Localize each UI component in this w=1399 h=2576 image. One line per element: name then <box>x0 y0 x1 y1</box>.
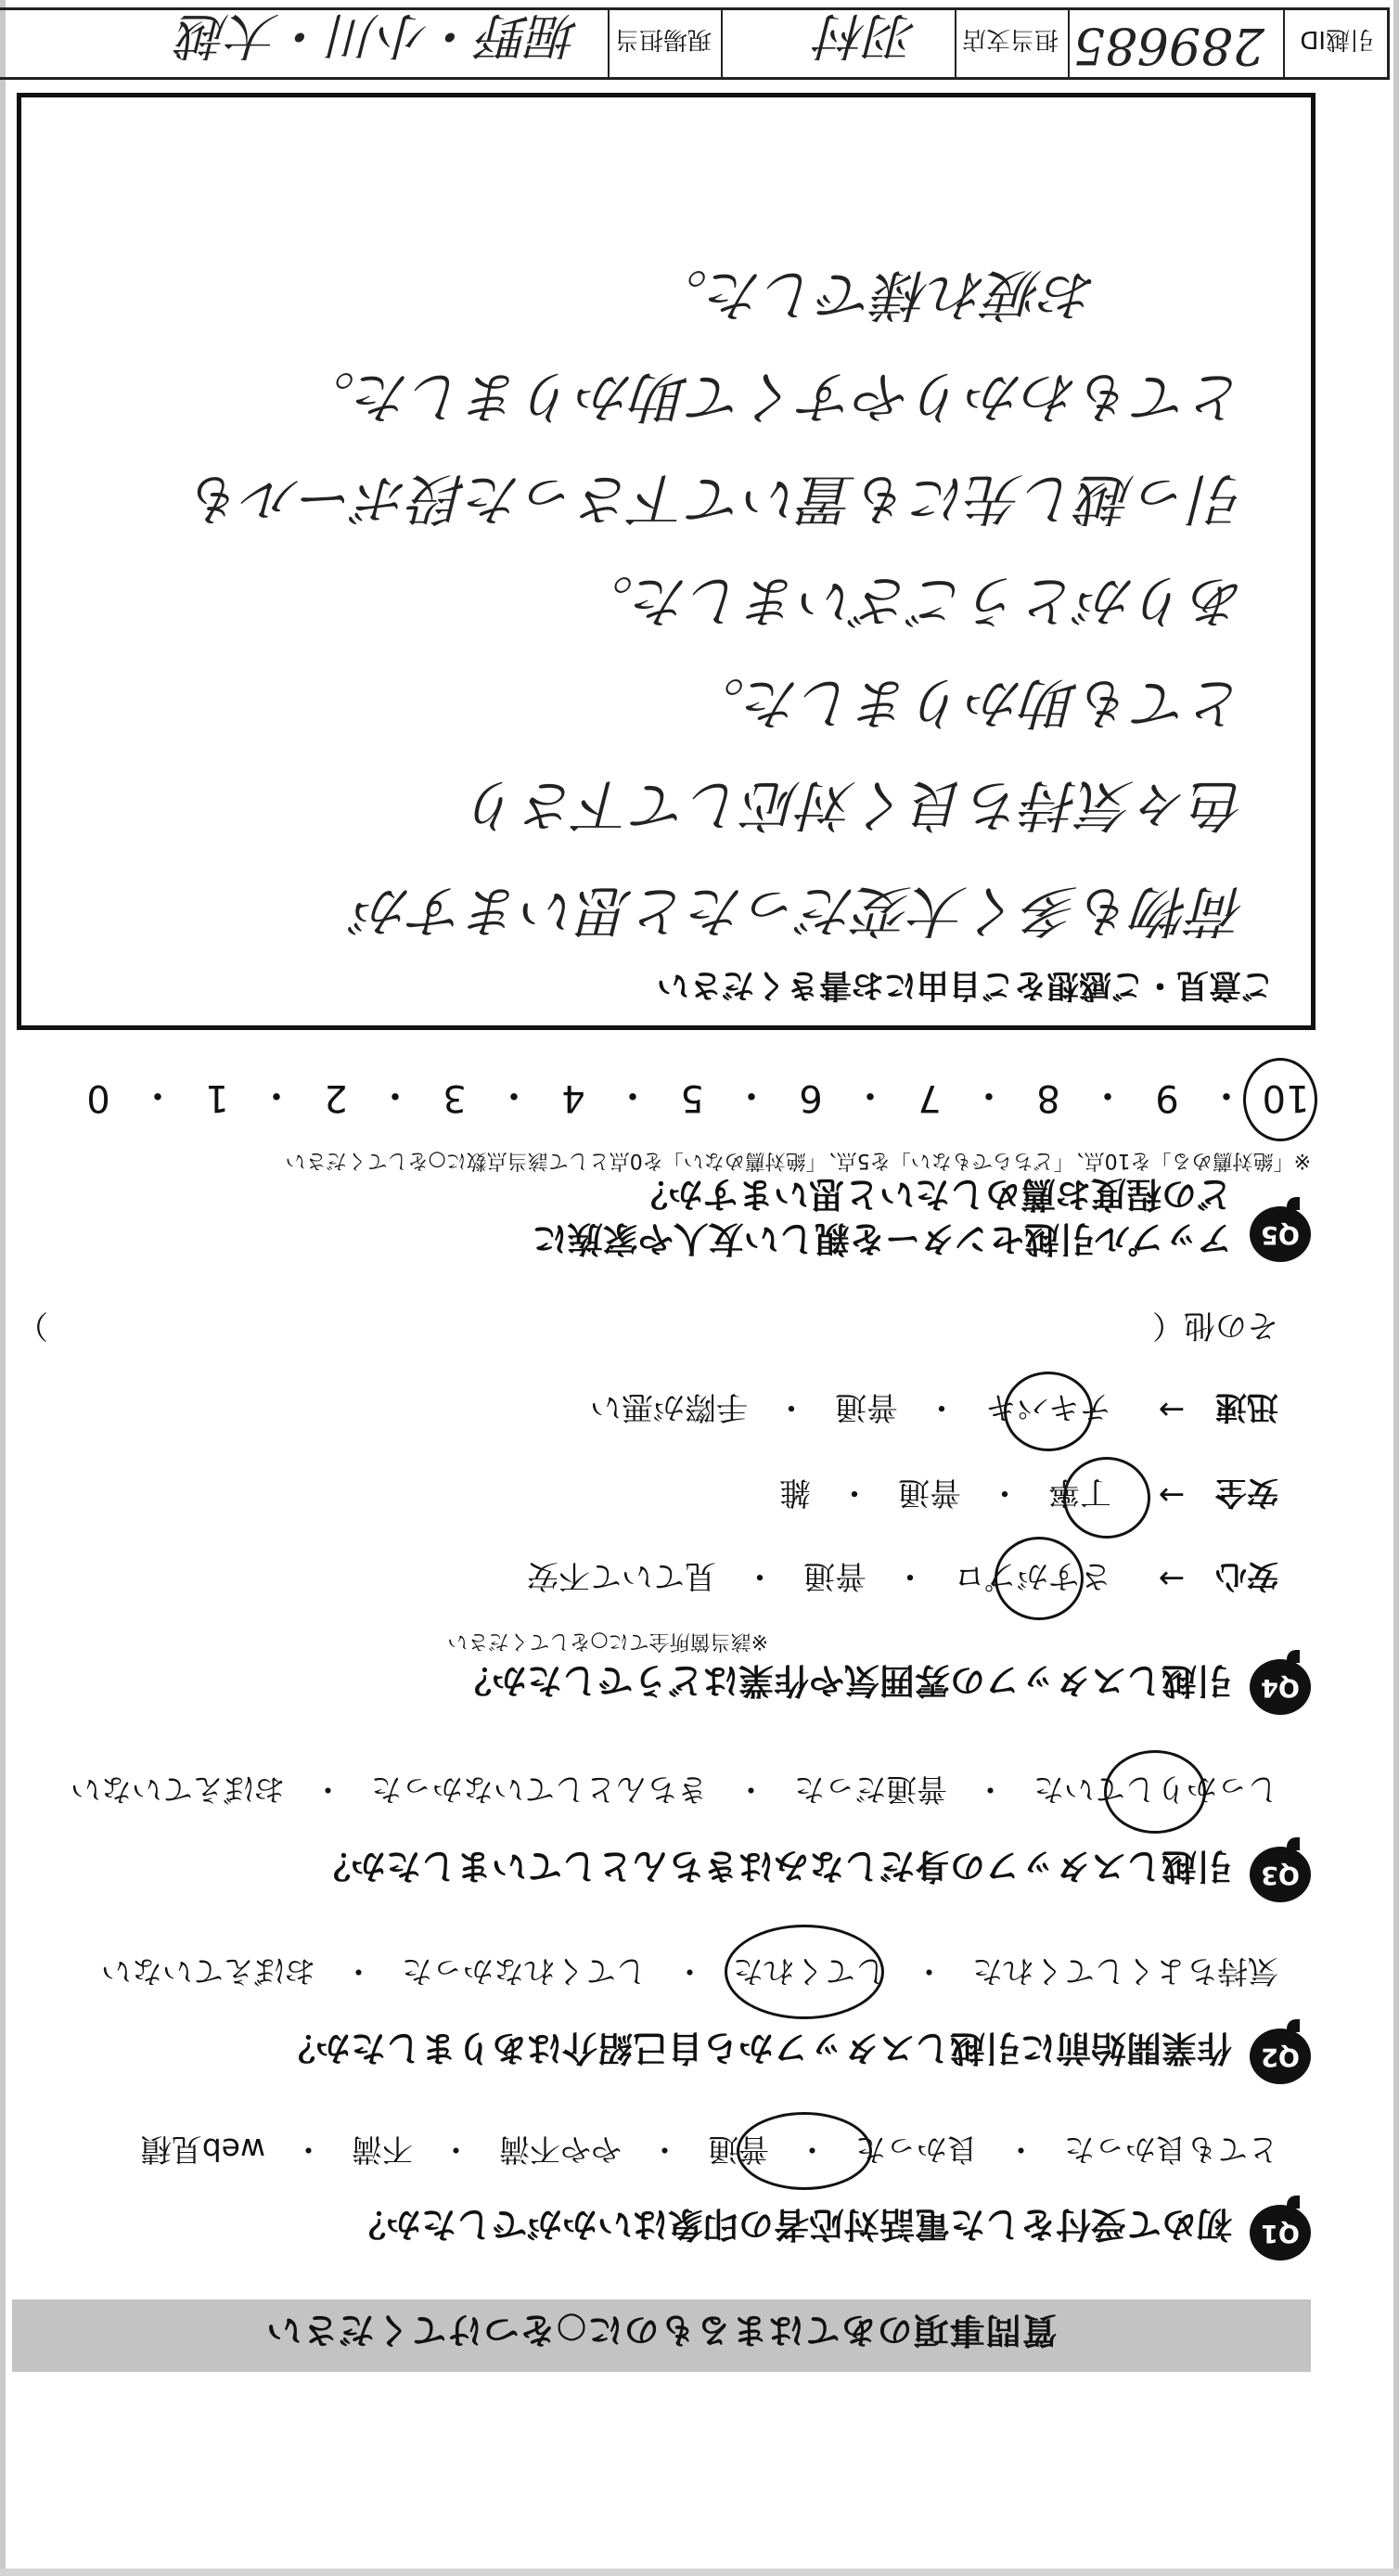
q2-options: 気持ちよくしてくれた ・ してくれた ・ してくれなかった ・ おぼえていない <box>101 1951 1278 1995</box>
score-5[interactable]: 5 <box>680 1076 704 1120</box>
q1-badge: Q1 <box>1250 2205 1311 2260</box>
q4-other <box>17 1306 1278 1351</box>
q2-answer-circle <box>725 1925 884 2019</box>
q1-option[interactable]: とても良かった <box>1064 2132 1278 2168</box>
page-edge-right <box>0 0 6 2576</box>
score-9[interactable]: 9 <box>1155 1076 1179 1120</box>
comment-line: とてもわかりやすくて助かりました。 <box>300 364 1246 429</box>
q4-option[interactable]: 普通 <box>835 1388 898 1425</box>
branch-value: 羽村 <box>817 6 918 65</box>
id-value-cell <box>1068 10 1283 77</box>
q4-option-selected[interactable]: 丁寧 <box>1048 1474 1111 1511</box>
comment-line: お疲れ様でした。 <box>652 262 1097 327</box>
q4-other-label: その他（ <box>1152 1307 1278 1344</box>
q4-question: 引越しスタッフの雰囲気や作業はどうでしたか？ <box>456 1660 1232 1701</box>
q2-option[interactable]: 気持ちよくしてくれた <box>972 1953 1278 1990</box>
branch-label-cell <box>955 10 1068 77</box>
score-8[interactable]: 8 <box>1036 1076 1060 1120</box>
comment-line: とても助かりました。 <box>689 670 1246 735</box>
page-edge-top <box>0 2569 1399 2576</box>
comment-line: 引っ越し先にも置いて下さった段ボールも <box>189 466 1246 531</box>
q2-option[interactable]: してくれなかった <box>402 1953 647 1990</box>
arrow-icon: → <box>1158 1391 1186 1429</box>
arrow-icon: → <box>1158 1560 1186 1598</box>
q4-row-label: 安心 <box>1215 1557 1278 1594</box>
q4-row-label: 迅速 <box>1215 1388 1278 1425</box>
q3-badge: Q3 <box>1250 1847 1311 1902</box>
q3-options: しっかりしていた ・ 普通だった ・ きちんとしていなかった ・ おぼえていない <box>71 1770 1278 1813</box>
q4-row-label: 安全 <box>1215 1474 1278 1511</box>
id-label-cell <box>1283 10 1387 77</box>
q5-question-line1: アップル引越センターを親しい友人や家族に <box>532 1218 1232 1259</box>
arrow-icon: → <box>1158 1476 1186 1514</box>
id-label: 引越ID <box>1300 25 1374 53</box>
q4-option-selected[interactable]: さすがプロ <box>954 1557 1111 1594</box>
q1-option[interactable]: やや不満 <box>499 2132 622 2168</box>
q4-option-selected[interactable]: テキパキ <box>985 1388 1111 1425</box>
score-1[interactable]: 1 <box>205 1076 229 1120</box>
q4-anshin-circle <box>995 1537 1084 1620</box>
q3-question: 引越しスタッフの身だしなみはきちんとしていましたか？ <box>314 1846 1232 1887</box>
q3-option[interactable]: おぼえていない <box>71 1771 285 1808</box>
instruction-text: 質問事項のあてはまるものに○をつけてください <box>265 2310 1058 2351</box>
q4-row-anshin: 安心 → さすがプロ ・ 普通 ・ 見ていて不安 <box>499 1556 1278 1602</box>
page-edge-left <box>1393 0 1399 2576</box>
q4-note: ※該当箇所全てに○をしてください <box>447 1629 768 1653</box>
leader-label: 現場担当 <box>614 25 712 53</box>
info-table <box>0 7 1390 80</box>
leader-value-cell <box>0 6 608 77</box>
q4-other-close: ） <box>17 1307 48 1344</box>
comment-line: ありがとうございました。 <box>578 568 1246 633</box>
q5-scale: 10 ・ 9 ・ 8 ・ 7 ・ 6 ・ 5 ・ 4 ・ 3 ・ 2 ・ 1 ・ 0 <box>69 1072 1316 1125</box>
q1-option[interactable]: 普通 <box>708 2132 769 2168</box>
q1-question: 初めて受付をした電話対応者の印象はいかがでしたか？ <box>350 2204 1232 2245</box>
score-0[interactable]: 0 <box>86 1076 110 1120</box>
q2-option-selected[interactable]: してくれた <box>733 1953 886 1990</box>
q4-option[interactable]: 雑 <box>779 1474 811 1511</box>
q4-jinsoku-circle <box>1004 1372 1093 1451</box>
score-3[interactable]: 3 <box>443 1076 467 1120</box>
q4-row-jinsoku: 迅速 → テキパキ ・ 普通 ・ 手際が悪い <box>562 1387 1278 1433</box>
score-10[interactable]: 10 <box>1262 1076 1310 1120</box>
q3-option-selected[interactable]: しっかりしていた <box>1033 1771 1278 1808</box>
q1-option[interactable]: 不満 <box>352 2132 413 2168</box>
q5-note: ※「絶対薦める」を10点、「どちらでもない」を5点、「絶対薦めない」を0点として該当点数に○をしてください <box>285 1149 1311 1172</box>
q1-answer-circle <box>737 2112 872 2190</box>
q2-option[interactable]: おぼえていない <box>101 1953 315 1990</box>
q2-badge: Q2 <box>1250 2029 1311 2084</box>
q4-option[interactable]: 見ていて不安 <box>527 1557 716 1594</box>
q1-option-selected[interactable]: 良かった <box>855 2132 978 2168</box>
leader-label-cell <box>608 10 721 77</box>
comments-box <box>17 93 1316 1030</box>
score-4[interactable]: 4 <box>561 1076 585 1120</box>
branch-label: 担当支店 <box>961 25 1059 53</box>
q2-question: 作業開始前に引越しスタッフから自己紹介はありましたか？ <box>279 2028 1232 2068</box>
score-7[interactable]: 7 <box>918 1076 942 1120</box>
branch-value-cell <box>721 6 955 77</box>
q1-options: とても良かった ・ 良かった ・ 普通 ・ やや不満 ・ 不満 ・ web見積 <box>141 2130 1278 2173</box>
instruction-band <box>12 2299 1311 2372</box>
q3-option[interactable]: 普通だった <box>794 1771 947 1808</box>
q3-answer-circle <box>1104 1750 1206 1834</box>
q4-option[interactable]: 普通 <box>803 1557 866 1594</box>
q4-row-anzen: 安全 → 丁寧 ・ 普通 ・ 雑 <box>751 1473 1278 1518</box>
score-6[interactable]: 6 <box>799 1076 823 1120</box>
q5-badge: Q5 <box>1250 1206 1311 1262</box>
id-value: 289685 <box>1072 17 1264 75</box>
q4-anzen-circle <box>1063 1457 1150 1539</box>
leader-value: 堀野・小川・大越 <box>179 6 580 65</box>
comments-title: ご意見・ご感想をご自由にお書きください <box>656 966 1274 1003</box>
comment-line: 荷物も多く大変だったと思いますが <box>355 878 1246 943</box>
q4-option[interactable]: 普通 <box>898 1474 961 1511</box>
q4-badge: Q4 <box>1250 1659 1311 1715</box>
q5-answer-circle <box>1243 1058 1317 1141</box>
q4-option[interactable]: 手際が悪い <box>590 1388 748 1425</box>
q3-option[interactable]: きちんとしていなかった <box>371 1771 708 1808</box>
comment-line: 色々気持ち良く対応して下さり <box>467 772 1246 837</box>
score-2[interactable]: 2 <box>324 1076 348 1120</box>
q5-question-line2: どの程度お薦めしたいと思いますか？ <box>632 1174 1232 1215</box>
q1-option[interactable]: web見積 <box>140 2132 265 2168</box>
